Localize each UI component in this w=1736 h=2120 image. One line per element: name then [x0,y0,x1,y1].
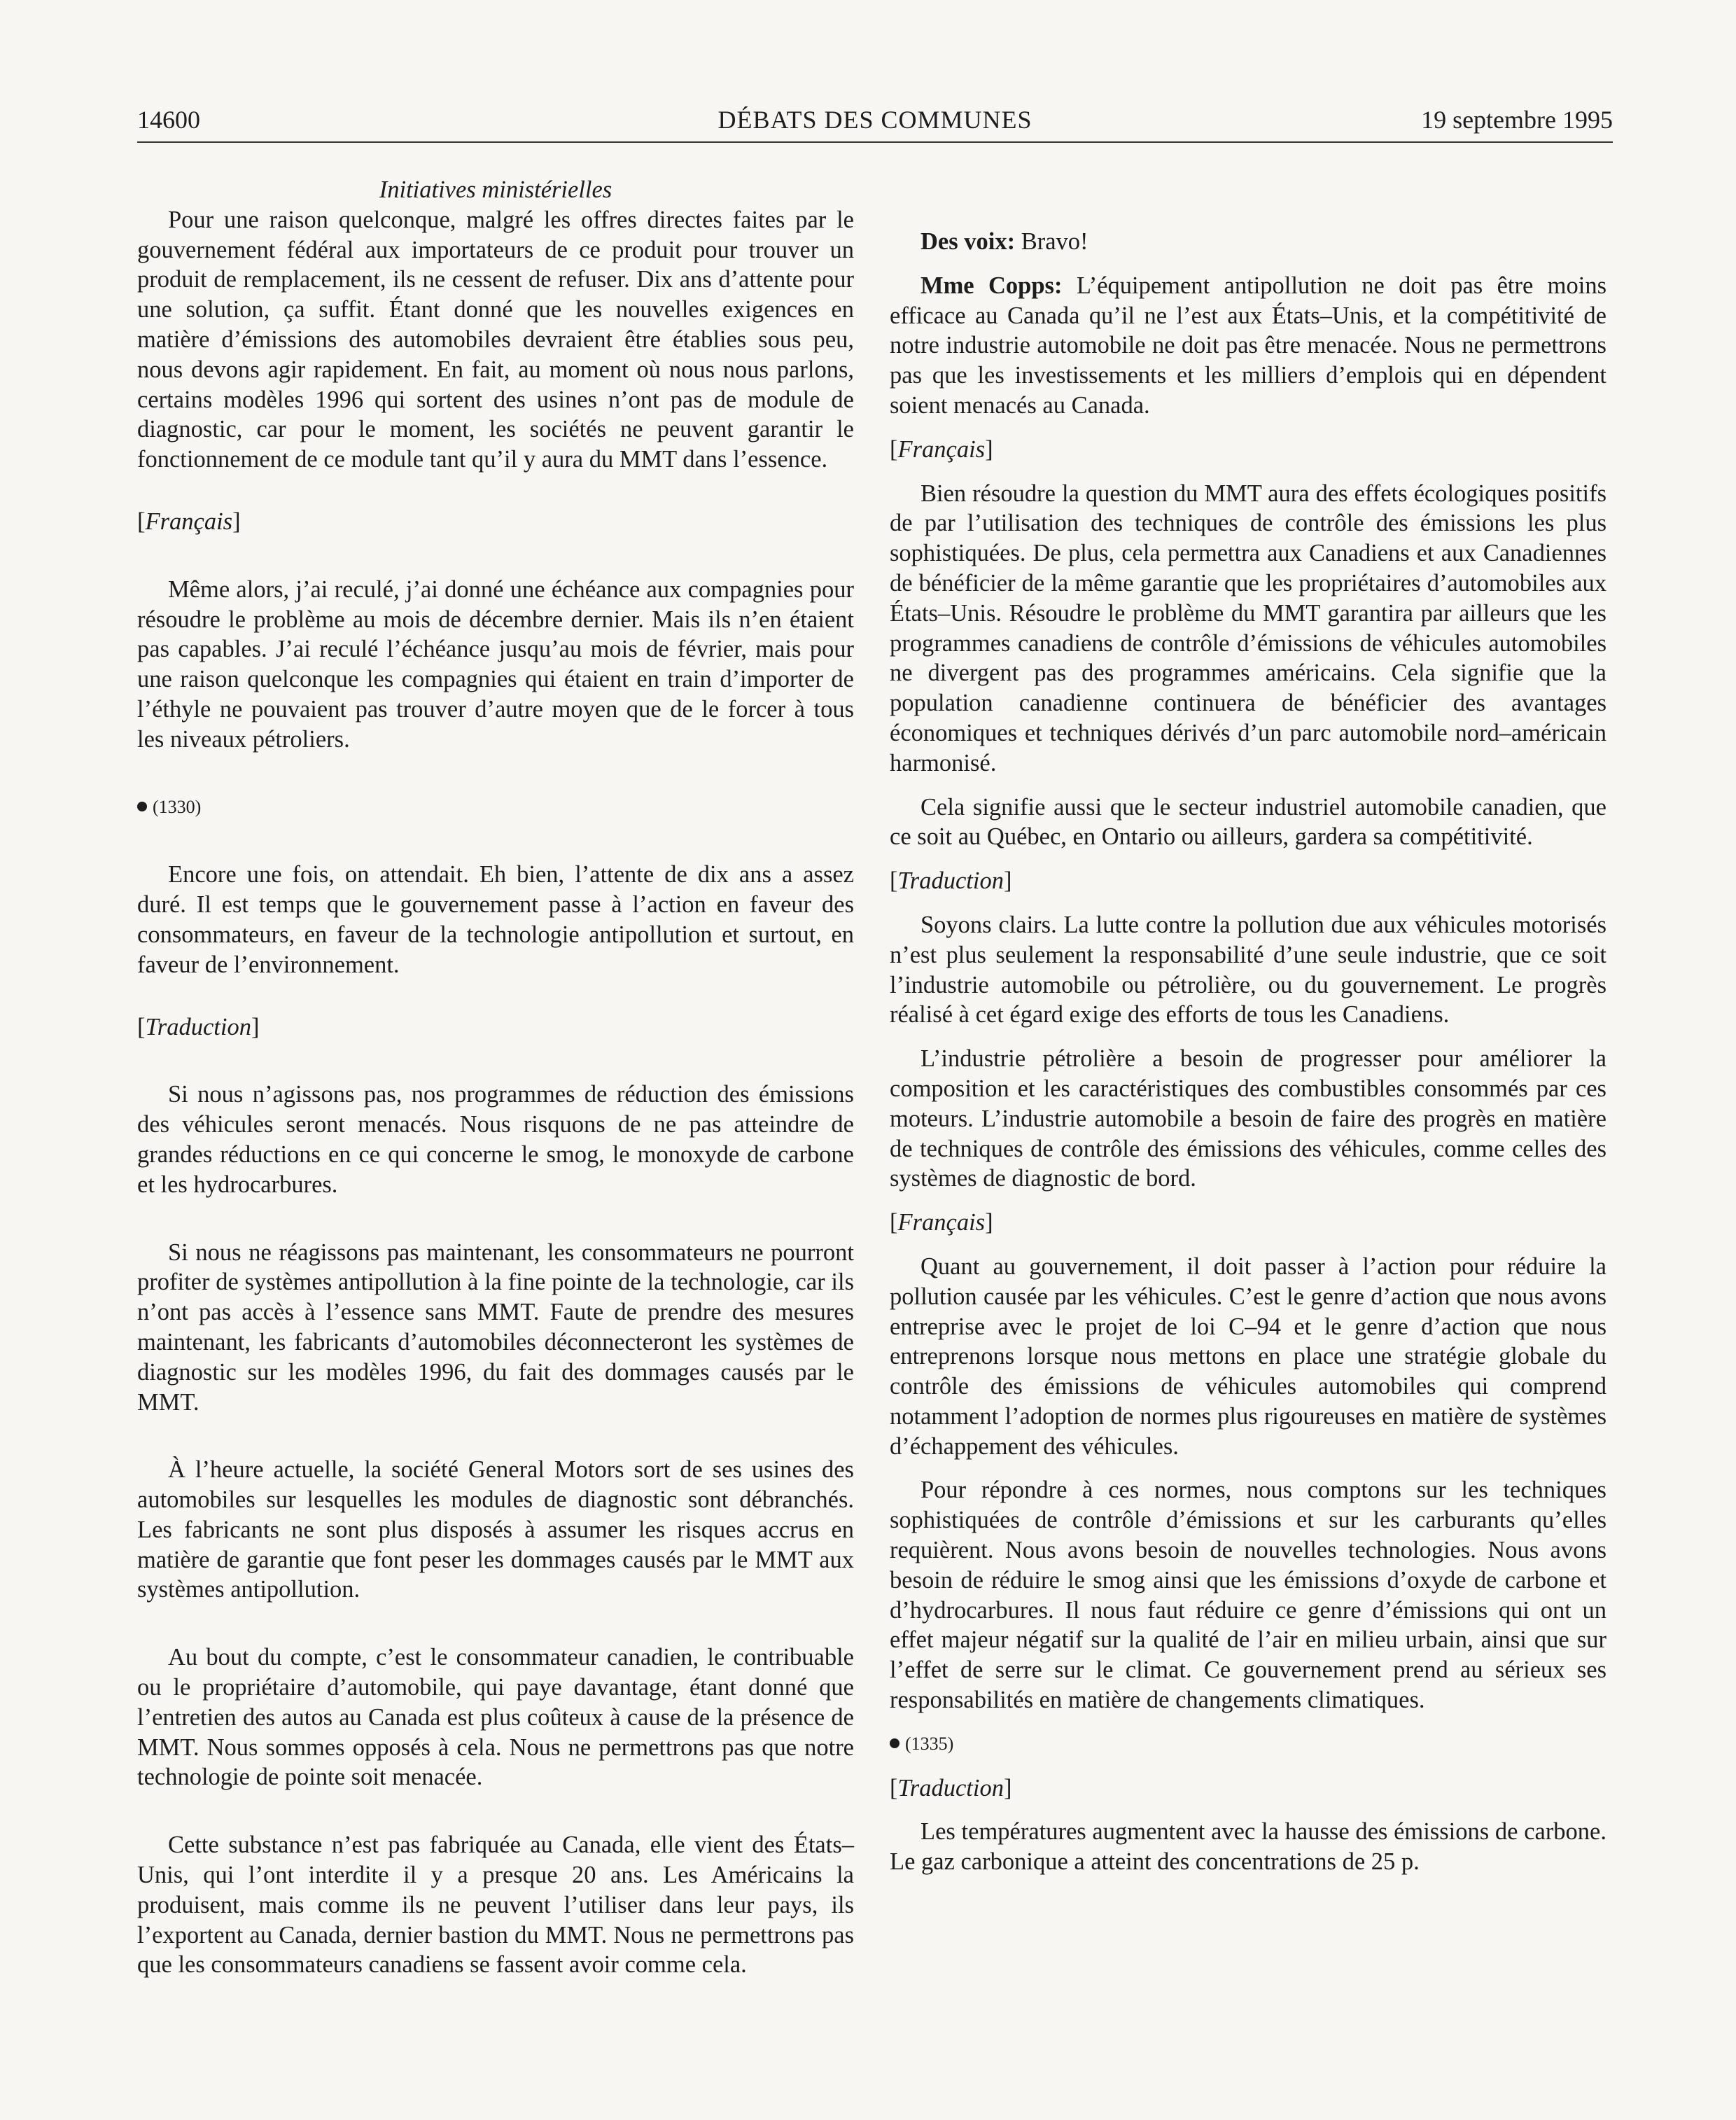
header-date: 19 septembre 1995 [1421,106,1613,134]
speaker-paragraph [890,271,1606,421]
left-column [137,175,854,1980]
language-tag: [ Français ] [890,435,1606,465]
time-marker [137,793,854,823]
paragraph: Pour une raison quelconque, malgré les offres directes faites par le gouvernement fédéral aux importateurs de ce produit pour trouver un produit de remplacement, ils ne cessent de refuser. Dix ans d’attente pour une solution, ça suffit. Étant donné que les nouvelles exigences en matière d’émissions des automobiles devraient être établies sous peu, nous devons agir rapidement. En fait, au moment où nous nous parlons, certains modèles 1996 qui sortent des usines n’ont pas de module de diagnostic, car pour le moment, les sociétés ne peuvent garantir le fonctionnement de ce module tant qu’il y aura du MMT dans l’essence. [137,206,854,473]
publication-title: DÉBATS DES COMMUNES [718,106,1032,134]
time-marker-label: (1335) [905,1733,954,1754]
paragraph: Soyons clairs. La lutte contre la pollution due aux véhicules motorisés n’est plus seulement la responsabilité d’une seule industrie, que ce soit l’industrie automobile ou pétrolière, ou du gouvernement. Le progrès réalisé à cet égard exige des efforts de tous les Canadiens. [890,911,1606,1028]
section-heading: Initiatives ministérielles [379,176,612,203]
bullet-icon [890,1738,899,1748]
language-tag: [ Français ] [137,507,854,537]
paragraph: Les températures augmentent avec la hausse des émissions de carbone. Le gaz carbonique a atteint des concentrations de 25 p. [890,1818,1606,1876]
paragraph: Bien résoudre la question du MMT aura des effets écologiques positifs de par l’utilisation des techniques de contrôle des émissions les plus sophistiquées. De plus, cela permettra aux Canadiens et aux Canadiennes de bénéficier de la même garantie que les propriétaires d’automobiles aux États–Unis. Résoudre le problème du MMT garantira par ailleurs que les programmes canadiens de contrôle d’émissions de véhicules automobiles ne divergent pas des programmes américains. Cela signifie que la population canadienne continuera de bénéficier des avantages économiques et techniques dérivés d’un parc automobile nord–américain harmonisé. [890,480,1606,776]
right-column [890,227,1606,1877]
running-header [137,105,1613,140]
paragraph: Encore une fois, on attendait. Eh bien, l’attente de dix ans a assez duré. Il est temps que le gouvernement passe à l’action en faveur des consommateurs, en faveur de la technologie antipollution et surtout, en faveur de l’environnement. [137,861,854,978]
speech-text: Bravo! [1021,228,1088,255]
paragraph: L’industrie pétrolière a besoin de progresser pour améliorer la composition et les caractéristiques des combustibles consommés par ces moteurs. L’industrie automobile a besoin de faire des progrès en matière de techniques de contrôle des émissions des véhicules, comme celles des systèmes de diagnostic de bord. [890,1045,1606,1192]
paragraph: Si nous n’agissons pas, nos programmes de réduction des émissions des véhicules seront menacés. Nous risquons de ne pas atteindre de grandes réductions en ce qui concerne le smog, le monoxyde de carbone et les hydrocarbures. [137,1081,854,1198]
header-rule [137,141,1613,143]
language-tag: [ Traduction ] [890,866,1606,896]
language-tag: [ Français ] [890,1208,1606,1238]
paragraph: Même alors, j’ai reculé, j’ai donné une échéance aux compagnies pour résoudre le problème au mois de décembre dernier. Mais ils n’en étaient pas capables. J’ai reculé l’échéance jusqu’au mois de février, mais pour une raison quelconque les compagnies qui étaient en train d’importer de l’éthyle ne pouvaient pas trouver d’autre moyen que de le forcer à tous les niveaux pétroliers. [137,576,854,753]
speaker-name: Des voix: [920,228,1016,255]
speech-text: L’équipement antipollution ne doit pas être moins efficace au Canada qu’il ne l’est aux États–Unis, et la compétitivité de notre industrie automobile ne doit pas être menacée. Nous ne permettrons pas que les investissements et les milliers d’emplois qui en dépendent soient menacés au Canada. [890,272,1606,419]
paragraph: Quant au gouvernement, il doit passer à l’action pour réduire la pollution causée par les véhicules. C’est le genre d’action que nous avons entreprise avec le projet de loi C–94 et le genre d’action que nous entreprenons lorsque nous mettons en place une stratégie globale du contrôle des émissions de véhicules automobiles qui comprend notamment l’adoption de normes plus rigoureuses en matière de systèmes d’échappement des véhicules. [890,1253,1606,1460]
paragraph: Cela signifie aussi que le secteur industriel automobile canadien, que ce soit au Québec, en Ontario ou ailleurs, gardera sa compétitivité. [890,793,1606,851]
paragraph: Au bout du compte, c’est le consommateur canadien, le contribuable ou le propriétaire d’automobile, qui paye davantage, étant donné que l’entretien des autos au Canada est plus coûteux à cause de la présence de MMT. Nous sommes opposés à cela. Nous ne permettrons pas que notre technologie de pointe soit menacée. [137,1644,854,1791]
time-marker [890,1729,1606,1759]
language-tag: [ Traduction ] [137,1012,854,1042]
speaker-name: Mme Copps: [920,272,1063,299]
paragraph: À l’heure actuelle, la société General Motors sort de ses usines des automobiles sur lesquelles les modules de diagnostic sont débranchés. Les fabricants ne sont plus disposés à assumer les risques accrus en matière de garantie que font peser les dommages causés par le MMT aux systèmes antipollution. [137,1456,854,1603]
paragraph: Si nous ne réagissons pas maintenant, les consommateurs ne pourront profiter de systèmes antipollution à la fine pointe de la technologie, car ils n’ont pas accès à l’essence sans MMT. Faute de prendre des mesures maintenant, les fabricants d’automobiles déconnecteront les systèmes de diagnostic sur les modèles 1996, du fait des dommages causés par le MMT. [137,1239,854,1416]
speaker-paragraph [890,227,1606,257]
paragraph: Pour répondre à ces normes, nous comptons sur les techniques sophistiquées de contrôle d’émissions et sur les carburants qu’elles requièrent. Nous avons besoin de nouvelles technologies. Nous avons besoin de réduire le smog ainsi que les émissions d’oxyde de carbone et d’hydrocarbures. Il nous faut réduire ce genre d’émissions qui ont un effet majeur négatif sur la qualité de l’air en milieu urbain, ainsi que sur l’effet de serre sur le climat. Ce gouvernement prend au sérieux ses responsabilités en matière de changements climatiques. [890,1477,1606,1714]
time-marker-label: (1330) [153,796,202,817]
bullet-icon [137,802,147,811]
page-number: 14600 [137,106,200,134]
paragraph: Cette substance n’est pas fabriquée au Canada, elle vient des États–Unis, qui l’ont interdite il y a presque 20 ans. Les Américains la produisent, mais comme ils ne peuvent l’utiliser dans leur pays, ils l’exportent au Canada, dernier bastion du MMT. Nous ne permettrons pas que les consommateurs canadiens se fassent avoir comme cela. [137,1832,854,1979]
language-tag: [ Traduction ] [890,1773,1606,1804]
